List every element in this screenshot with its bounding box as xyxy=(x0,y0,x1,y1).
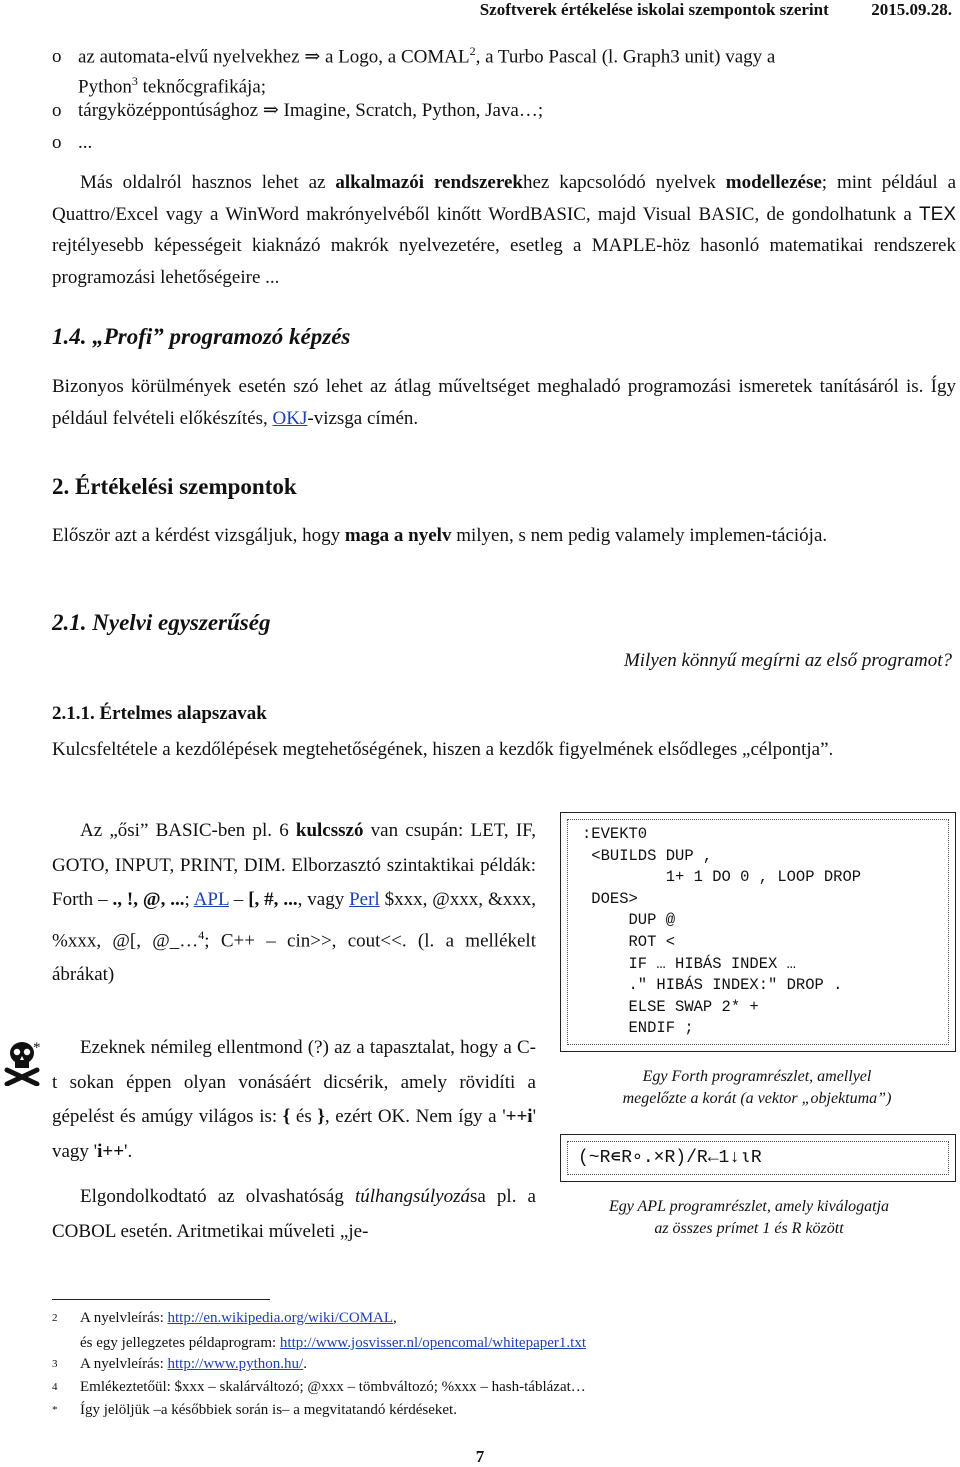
bullet-text: Python xyxy=(78,76,132,98)
apl-code: (~R∊R∘.×R)/R←1↓⍳R xyxy=(567,1141,949,1175)
bullet-text: , a Turbo Pascal (l. Graph3 unit) vagy a xyxy=(475,46,776,68)
code-symbols: { xyxy=(282,1106,291,1127)
paragraph-keywords: Kulcsfeltétele a kezdőlépések megtehetőségének, hiszen a kezdők figyelmének elsődleges „célpontja”. xyxy=(52,739,834,760)
footnote-text: , xyxy=(393,1310,397,1326)
footnote-number: 2 xyxy=(52,1312,58,1324)
text: – xyxy=(228,889,249,910)
text: van csupán: LET, IF, GOTO, INPUT, PRINT, DIM. Elborzasztó szintaktikai példák: Forth – xyxy=(52,820,536,910)
footnote-3 xyxy=(52,1354,307,1376)
perl-link[interactable]: Perl xyxy=(349,889,380,910)
code-symbols: i++ xyxy=(97,1140,125,1162)
bullet-text: teknőcgrafikája; xyxy=(137,76,267,98)
bullet-marker: o xyxy=(52,100,62,121)
caption-line: megelőzte a korát (a vektor „objektuma”) xyxy=(622,1090,892,1107)
bullet-item-2 xyxy=(52,98,543,124)
text: Elgondolkodtató az olvashatóság xyxy=(80,1186,355,1207)
forth-code: :EVEKT0 <BUILDS DUP , 1+ 1 DO 0 , LOOP DROP DOES> DUP @ ROT < IF … HIBÁS INDEX … ." HIBÁS INDEX:" DROP . ELSE SWAP 2* + ENDIF ; xyxy=(567,819,949,1045)
bullet-text: a Logo, a COMAL xyxy=(320,46,470,68)
paragraph-modeling xyxy=(52,167,956,293)
paragraph-c-syntax xyxy=(52,1031,536,1169)
footnote-ref[interactable]: 4 xyxy=(198,927,205,942)
apl-code-box xyxy=(560,1134,956,1182)
tex-logo: TEX xyxy=(919,203,956,225)
bullet-text: Imagine, Scratch, Python, Java…; xyxy=(278,100,544,121)
header-title: Szoftverek értékelése iskolai szempontok szerint xyxy=(479,0,829,19)
section-heading-2-1: 2.1. Nyelvi egyszerűség xyxy=(52,610,271,635)
text: rejtélyesebb képességeit kiaknázó makrók nyelvezetére, esetleg a MAPLE-höz hasonló matematikai rendszerek programozási lehetőségeire ... xyxy=(52,235,956,288)
text: Más oldalról hasznos lehet az xyxy=(80,172,336,193)
whitepaper-link[interactable]: http://www.josvisser.nl/opencomal/whitepaper1.txt xyxy=(279,1335,586,1351)
paragraph-evaluation xyxy=(52,520,956,552)
caption-line: Egy Forth programrészlet, amellyel xyxy=(642,1068,872,1085)
footnote-2 xyxy=(52,1308,397,1330)
text: Ezeknek némileg ellentmond (?) az a tapasztalat, hogy a C-t sokan éppen olyan vonásáért dicsérik, amely rövidíti a gépelést és amúgy világos is: xyxy=(52,1037,536,1127)
forth-caption xyxy=(560,1066,954,1110)
emphasis: kulcsszó xyxy=(295,820,364,841)
section-heading-2: 2. Értékelési szempontok xyxy=(52,474,297,499)
python-link[interactable]: http://www.python.hu/ xyxy=(167,1356,304,1372)
caption-line: Egy APL programrészlet, amely kiválogatja xyxy=(608,1198,890,1215)
emphasis: alkalmazói rendszerek xyxy=(335,172,523,193)
footnote-text: Így jelöljük –a későbbiek során is– a megvitatandó kérdéseket. xyxy=(80,1402,457,1418)
bullet-item-1 xyxy=(52,38,775,70)
code-symbols: [, #, ... xyxy=(248,889,298,910)
header-date: 2015.09.28. xyxy=(871,0,952,19)
footnote-number: 3 xyxy=(52,1358,58,1370)
text: , ezért OK. Nem így a ' xyxy=(324,1106,506,1127)
text: $xxx, @xxx, &xxx, %xxx, @[, @_… xyxy=(52,889,536,951)
footnote-number: * xyxy=(52,1404,58,1416)
footnote-text: A nyelvleírás: xyxy=(80,1310,168,1326)
bullet-marker: o xyxy=(52,46,62,68)
apl-link[interactable]: APL xyxy=(193,889,229,910)
text: milyen, s nem pedig valamely implemen-tációja. xyxy=(451,525,828,546)
footnote-asterisk xyxy=(52,1400,457,1422)
paragraph-readability xyxy=(52,1180,536,1249)
text: Bizonyos körülmények esetén szó lehet az átlag műveltséget meghaladó programozási ismeretek tanításáról is. Így például felvételi előkészítés, xyxy=(52,376,956,429)
footnote-number: 4 xyxy=(52,1381,58,1393)
paragraph-examples xyxy=(52,814,536,993)
implies-icon: ⇒ xyxy=(304,46,321,68)
code-symbols: ++i xyxy=(505,1106,533,1127)
section-motto: Milyen könnyű megírni az első programot? xyxy=(623,650,952,671)
emphasis: maga a nyelv xyxy=(344,525,452,546)
text: Először azt a kérdést vizsgáljuk, hogy xyxy=(52,525,345,546)
footnote-4 xyxy=(52,1377,586,1399)
margin-asterisk: * xyxy=(33,1040,41,1056)
apl-caption xyxy=(560,1196,938,1240)
text: ' vagy ' xyxy=(52,1106,536,1162)
implies-icon: ⇒ xyxy=(262,100,279,121)
footnote-text: és egy jellegzetes példaprogram: xyxy=(80,1335,280,1351)
paragraph-profi xyxy=(52,371,956,434)
text: , vagy xyxy=(297,889,350,910)
bullet-text: az automata-elvű nyelvekhez xyxy=(78,46,305,68)
emphasis: túlhangsúlyozá xyxy=(354,1186,471,1207)
text: ; C++ – cin>>, cout<<. (l. a mellékelt ábrákat) xyxy=(52,929,536,986)
text: sa pl. a COBOL esetén. Aritmetikai műveleti „je- xyxy=(52,1186,536,1242)
text: Az „ősi” BASIC-ben pl. 6 xyxy=(80,820,296,841)
footnote-text: Emlékeztetőül: $xxx – skalárváltozó; @xxx – tömbváltozó; %xxx – hash-táblázat… xyxy=(80,1379,586,1395)
footnote-ref[interactable]: 3 xyxy=(131,74,138,88)
section-heading-2-1-1: 2.1.1. Értelmes alapszavak xyxy=(52,703,267,724)
bullet-marker: o xyxy=(52,132,62,153)
text: ; mint például a Quattro/Excel vagy a WinWord makrónyelvéből kinőtt WordBASIC, majd Visual BASIC, de gondolhatunk a xyxy=(52,172,957,225)
bullet-item-1-cont xyxy=(78,68,266,100)
section-number: 1.4. xyxy=(52,324,93,349)
comal-link[interactable]: http://en.wikipedia.org/wiki/COMAL xyxy=(167,1310,394,1326)
section-heading-1-4 xyxy=(52,324,350,350)
footnote-2-cont xyxy=(52,1333,586,1355)
code-symbols: } xyxy=(317,1106,325,1127)
code-symbols: ., !, @, ... xyxy=(112,889,185,910)
text: '. xyxy=(124,1140,133,1162)
bullet-text: tárgyközéppontúsághoz xyxy=(78,100,263,121)
caption-line: az összes prímet 1 és R között xyxy=(654,1220,844,1237)
okj-link[interactable]: OKJ xyxy=(272,407,308,429)
footnote-rule xyxy=(52,1299,270,1300)
footnote-text: . xyxy=(303,1356,307,1372)
emphasis: modellezése xyxy=(725,172,822,193)
text: és xyxy=(290,1106,318,1127)
footnote-text: A nyelvleírás: xyxy=(80,1356,168,1372)
bullet-text: ... xyxy=(78,132,93,153)
footnote-ref[interactable]: 2 xyxy=(469,44,476,58)
bullet-item-3 xyxy=(52,130,92,156)
text: ; xyxy=(184,889,194,910)
forth-code-box xyxy=(560,812,956,1052)
text: -vizsga címén. xyxy=(307,407,419,429)
page-header xyxy=(480,0,952,24)
section-title: „Profi” programozó képzés xyxy=(92,324,351,349)
text: hez kapcsolódó nyelvek xyxy=(522,172,726,193)
page-number: 7 xyxy=(475,1447,485,1466)
